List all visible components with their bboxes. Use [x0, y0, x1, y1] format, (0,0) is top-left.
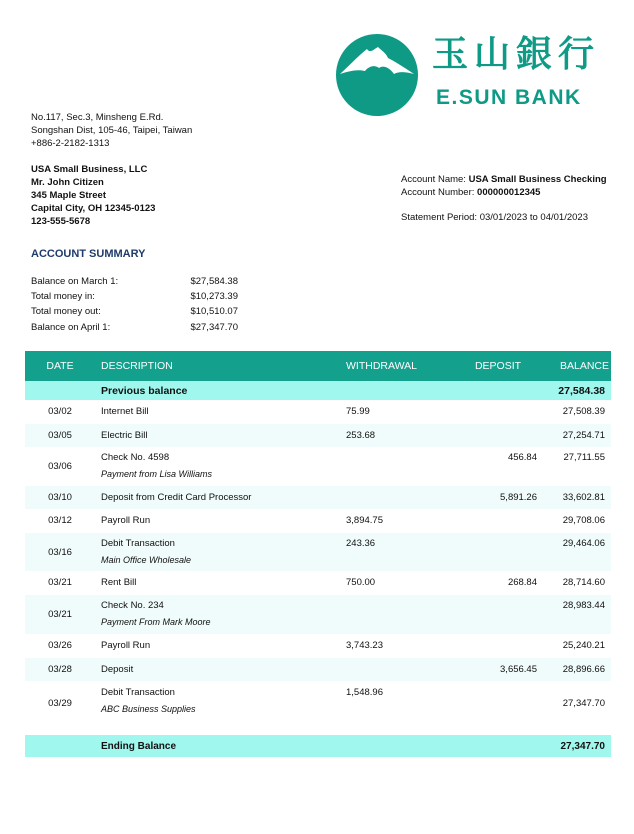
row-description: Check No. 234	[101, 600, 164, 611]
previous-balance-row	[25, 381, 611, 400]
header-date: DATE	[46, 360, 74, 372]
row-balance: 27,711.55	[563, 452, 605, 463]
summary-value: $27,347.70	[190, 322, 238, 333]
customer-street: 345 Maple Street	[31, 190, 106, 201]
row-withdrawal: 243.36	[346, 538, 376, 549]
summary-label: Balance on April 1:	[31, 322, 111, 333]
row-description: Debit Transaction	[101, 687, 175, 698]
row-date: 03/16	[48, 547, 72, 558]
row-balance: 28,714.60	[562, 577, 605, 588]
row-description: Rent Bill	[101, 577, 137, 588]
table-header	[25, 351, 611, 381]
header-deposit: DEPOSIT	[474, 360, 522, 372]
row-date: 03/06	[48, 461, 72, 472]
row-withdrawal: 1,548.96	[346, 687, 383, 698]
row-balance: 27,508.39	[562, 406, 605, 417]
table-row	[25, 486, 611, 509]
customer-company: USA Small Business, LLC	[31, 164, 148, 175]
row-description: Payroll Run	[101, 640, 151, 651]
row-subdescription: Main Office Wholesale	[101, 555, 192, 565]
row-date: 03/02	[48, 406, 72, 417]
row-deposit: 5,891.26	[500, 492, 537, 503]
table-row	[25, 447, 611, 486]
account-number-value: 000000012345	[477, 187, 541, 198]
table-row	[25, 681, 611, 727]
statement-period	[401, 211, 588, 224]
table-row	[25, 509, 611, 533]
account-name-label: Account Name:	[401, 174, 466, 185]
row-subdescription: Payment from Lisa Williams	[101, 469, 212, 479]
table-row	[25, 400, 611, 424]
row-balance: 29,708.06	[562, 515, 605, 526]
statement-period-label: Statement Period:	[401, 212, 478, 223]
account-name-value: USA Small Business Checking	[468, 174, 607, 185]
customer-city: Capital City, OH 12345-0123	[31, 203, 156, 214]
row-description: Payroll Run	[101, 515, 151, 526]
account-summary-title: ACCOUNT SUMMARY	[31, 248, 146, 260]
summary-value: $10,273.39	[190, 291, 238, 302]
statement-period-value: 03/01/2023 to 04/01/2023	[479, 212, 588, 223]
row-description: Internet Bill	[101, 406, 149, 417]
row-date: 03/05	[48, 430, 72, 441]
row-description: Deposit	[101, 664, 134, 675]
account-number-label: Account Number:	[401, 187, 475, 198]
previous-balance-value: 27,584.38	[558, 385, 605, 397]
ending-balance-label: Ending Balance	[101, 741, 177, 752]
previous-balance-label: Previous balance	[101, 385, 188, 397]
ending-balance-value: 27,347.70	[560, 741, 605, 752]
row-description: Deposit from Credit Card Processor	[101, 492, 252, 503]
row-date: 03/28	[48, 664, 72, 675]
row-balance: 33,602.81	[562, 492, 605, 503]
esun-logo-icon	[336, 34, 418, 116]
summary-label: Balance on March 1:	[31, 276, 119, 287]
row-balance: 27,347.70	[562, 698, 605, 709]
table-row	[25, 533, 611, 571]
row-date: 03/21	[48, 609, 72, 620]
summary-value: $27,584.38	[190, 276, 238, 287]
row-withdrawal: 3,743.23	[346, 640, 383, 651]
table-row	[25, 595, 611, 634]
row-subdescription: Payment From Mark Moore	[101, 617, 211, 627]
summary-label: Total money in:	[31, 291, 95, 302]
row-date: 03/21	[48, 577, 72, 588]
row-date: 03/12	[48, 515, 72, 526]
bank-phone: +886-2-2182-1313	[31, 138, 110, 149]
transaction-table	[25, 351, 611, 757]
row-deposit: 268.84	[507, 577, 537, 588]
row-balance: 27,254.71	[562, 430, 605, 441]
customer-phone: 123-555-5678	[31, 216, 91, 227]
row-withdrawal: 253.68	[346, 430, 376, 441]
row-date: 03/10	[48, 492, 72, 503]
row-withdrawal: 750.00	[346, 577, 376, 588]
row-balance: 28,896.66	[562, 664, 605, 675]
customer-address	[31, 163, 155, 228]
header-withdrawal: WITHDRAWAL	[346, 360, 417, 372]
header-balance: BALANCE	[559, 360, 609, 372]
row-description: Debit Transaction	[101, 538, 175, 549]
bank-address	[31, 111, 192, 150]
row-deposit: 456.84	[507, 452, 537, 463]
ending-balance-row	[25, 735, 611, 757]
bank-address-line: Songshan Dist, 105-46, Taipei, Taiwan	[31, 125, 193, 136]
row-withdrawal: 3,894.75	[346, 515, 383, 526]
bank-name-english: E.SUN BANK	[436, 86, 582, 109]
customer-name: Mr. John Citizen	[31, 177, 104, 188]
row-deposit: 3,656.45	[500, 664, 537, 675]
row-balance: 25,240.21	[562, 640, 605, 651]
row-withdrawal: 75.99	[346, 406, 370, 417]
table-row	[25, 571, 611, 595]
table-row	[25, 658, 611, 681]
header-description: DESCRIPTION	[101, 360, 173, 372]
table-row	[25, 634, 611, 658]
row-date: 03/29	[48, 698, 72, 709]
row-description: Check No. 4598	[101, 452, 170, 463]
summary-value: $10,510.07	[190, 306, 238, 317]
summary-label: Total money out:	[31, 306, 101, 317]
row-subdescription: ABC Business Supplies	[101, 704, 196, 714]
row-balance: 28,983.44	[562, 600, 605, 611]
row-description: Electric Bill	[101, 430, 148, 441]
row-balance: 29,464.06	[562, 538, 605, 549]
bank-address-line: No.117, Sec.3, Minsheng E.Rd.	[31, 112, 164, 123]
bank-name-chinese: 玉山銀行	[432, 34, 601, 75]
account-info	[401, 173, 607, 199]
table-row	[25, 424, 611, 447]
row-date: 03/26	[48, 640, 72, 651]
